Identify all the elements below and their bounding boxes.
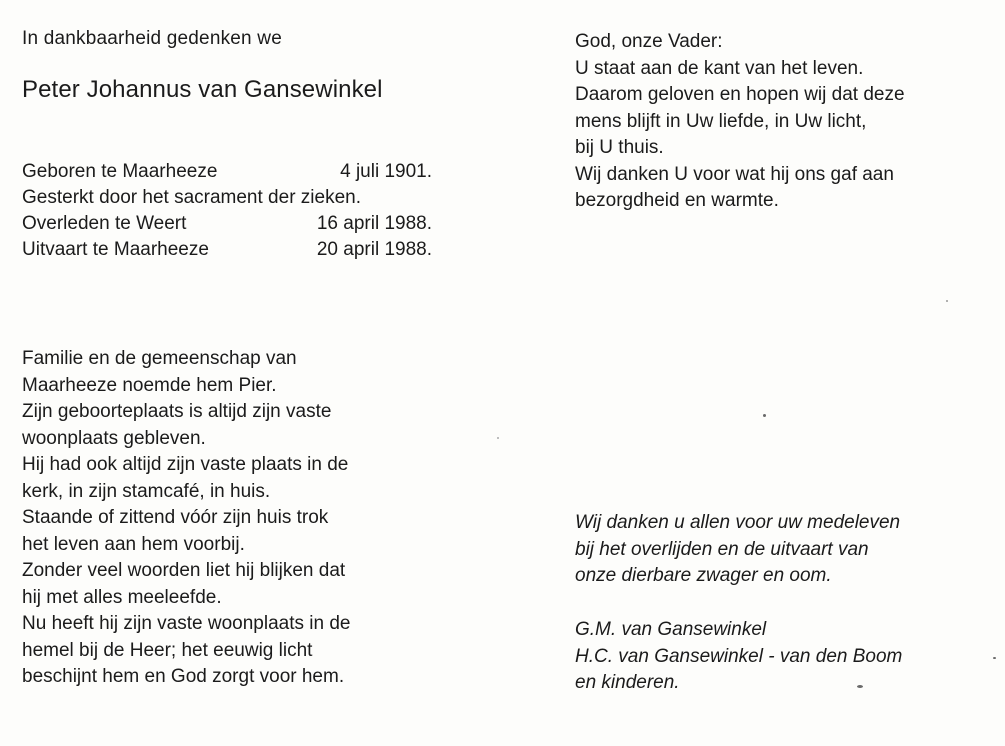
- scan-speck: [946, 300, 948, 302]
- prayer-line: U staat aan de kant van het leven.: [575, 57, 864, 79]
- fact-row: [22, 185, 432, 211]
- fact-label: Gesterkt door het sacrament der zieken.: [22, 187, 361, 208]
- fact-date: 4 juli 1901.: [340, 161, 432, 182]
- bio-line: het leven aan hem voorbij.: [22, 533, 245, 555]
- thanks-line: Wij danken u allen voor uw medeleven: [575, 512, 901, 533]
- fact-label: Uitvaart te Maarheeze: [22, 239, 209, 260]
- deceased-name: Peter Johannus van Gansewinkel: [22, 76, 383, 103]
- bio-line: hij met alles meeleefde.: [22, 586, 222, 608]
- fact-date: 20 april 1988.: [316, 239, 432, 260]
- prayer-line: bezorgdheid en warmte.: [575, 190, 779, 211]
- fact-label: Overleden te Weert: [22, 213, 187, 234]
- bio-line: Nu heeft hij zijn vaste woonplaats in de: [22, 613, 351, 634]
- bio-line: hemel bij de Heer; het eeuwig licht: [22, 639, 313, 661]
- bio-line: Familie en de gemeenschap van: [22, 348, 297, 369]
- bio-line: beschijnt hem en God zorgt voor hem.: [22, 666, 345, 687]
- intro-line: In dankbaarheid gedenken we: [22, 28, 282, 49]
- scan-speck: [497, 437, 499, 439]
- prayer-line: Daarom geloven en hopen wij dat deze: [575, 84, 905, 105]
- bio-line: Staande of zittend vóór zijn huis trok: [22, 507, 329, 528]
- signer-line: H.C. van Gansewinkel - van den Boom: [575, 645, 903, 667]
- bio-line: Maarheeze noemde hem Pier.: [22, 374, 277, 396]
- fact-row: [22, 237, 432, 263]
- bio-line: Hij had ook altijd zijn vaste plaats in de: [22, 454, 349, 475]
- thanks-line: onze dierbare zwager en oom.: [575, 565, 832, 586]
- scan-speck: [763, 414, 766, 417]
- bio-line: Zonder veel woorden liet hij blijken dat: [22, 560, 346, 581]
- bio-line: woonplaats gebleven.: [22, 427, 206, 449]
- prayer-line: God, onze Vader:: [575, 31, 723, 52]
- fact-row: [22, 211, 432, 237]
- prayer-line: Wij danken U voor wat hij ons gaf aan: [575, 163, 894, 185]
- life-facts: [22, 159, 432, 263]
- prayer-line: bij U thuis.: [575, 137, 664, 158]
- fact-date: 16 april 1988.: [316, 213, 432, 234]
- thank-you-note: [575, 510, 900, 590]
- biography-text: [22, 346, 350, 691]
- fact-label: Geboren te Maarheeze: [22, 161, 218, 182]
- prayer-text: [575, 29, 905, 215]
- thanks-line: bij het overlijden en de uitvaart van: [575, 538, 869, 560]
- prayer-line: mens blijft in Uw liefde, in Uw licht,: [575, 110, 867, 132]
- signers-block: [575, 617, 902, 697]
- signer-line: G.M. van Gansewinkel: [575, 619, 767, 640]
- bio-line: kerk, in zijn stamcafé, in huis.: [22, 480, 271, 502]
- signer-line: en kinderen.: [575, 672, 680, 693]
- fact-row: [22, 159, 432, 185]
- bio-line: Zijn geboorteplaats is altijd zijn vaste: [22, 401, 332, 422]
- scan-speck: [857, 685, 863, 688]
- scan-speck: [993, 657, 996, 659]
